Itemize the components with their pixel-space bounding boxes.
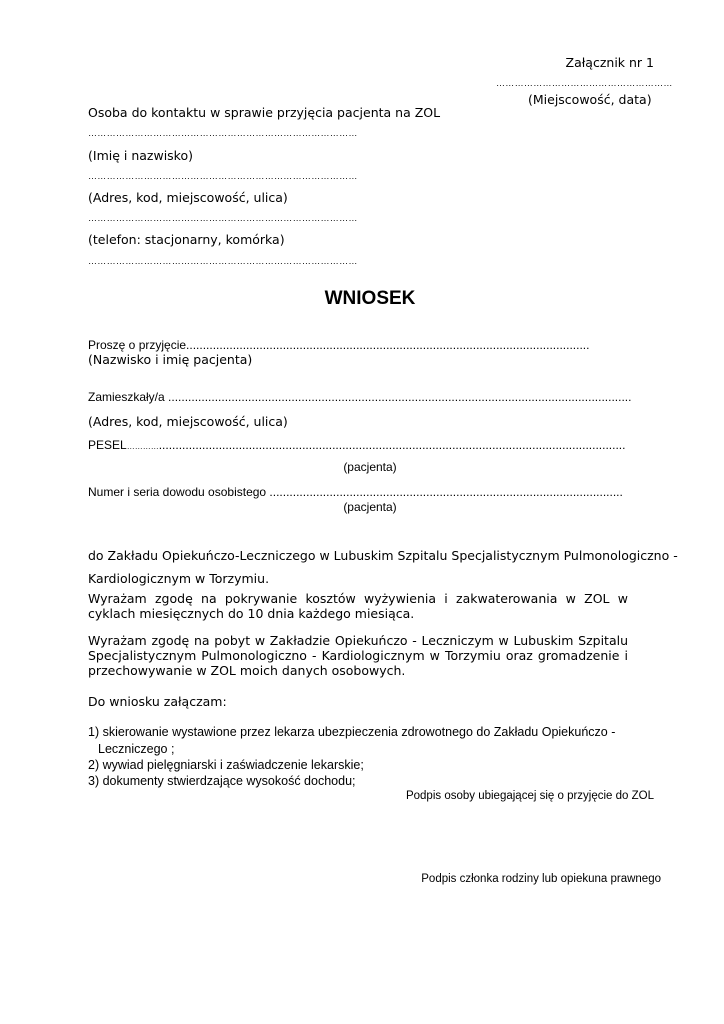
contact-name-label: (Imię i nazwisko) xyxy=(88,148,193,163)
document-title: WNIOSEK xyxy=(324,288,416,309)
place-date-label: (Miejscowość, data) xyxy=(528,92,652,107)
place-date-field[interactable]: ………………………………………………… xyxy=(496,78,673,88)
family-signature-label: Podpis członka rodziny lub opiekuna prawnego xyxy=(421,873,661,885)
attachments-heading: Do wniosku załączam: xyxy=(88,694,227,709)
pesel-sublabel: (pacjenta) xyxy=(343,460,397,474)
pesel-line[interactable] xyxy=(88,438,625,452)
id-card-sublabel: (pacjenta) xyxy=(343,500,397,514)
attachment-item-1-cont: Leczniczego ; xyxy=(98,742,175,756)
residence-line[interactable]: Zamieszkały/a ........................................................................................................................................... xyxy=(88,390,632,404)
consent-costs: Wyrażam zgodę na pokrywanie kosztów wyżywienia i zakwaterowania w ZOL w cyklach miesięcznych do 10 dnia każdego miesiąca. xyxy=(88,591,628,621)
attachment-item-2: 2) wywiad pielęgniarski i zaświadczenie lekarskie; xyxy=(88,758,364,772)
contact-phone-field[interactable]: …………………………………………………………………………… xyxy=(88,256,358,266)
contact-address-field[interactable]: …………………………………………………………………………… xyxy=(88,213,358,223)
facility-line-1: do Zakładu Opiekuńczo-Leczniczego w Lubuskim Szpitalu Specjalistycznym Pulmonologiczno - xyxy=(88,548,678,563)
attachment-item-3: 3) dokumenty stwierdzające wysokość dochodu; xyxy=(88,774,356,788)
patient-address-label: (Adres, kod, miejscowość, ulica) xyxy=(88,414,288,429)
patient-name-label: (Nazwisko i imię pacjenta) xyxy=(88,352,253,367)
attachment-item-1: 1) skierowanie wystawione przez lekarza ubezpieczenia zdrowotnego do Zakładu Opiekuńczo - xyxy=(88,725,616,739)
contact-field-1[interactable]: …………………………………………………………………………… xyxy=(88,128,358,138)
contact-phone-label: (telefon: stacjonarny, komórka) xyxy=(88,232,285,247)
consent-stay: Wyrażam zgodę na pobyt w Zakładzie Opiekuńczo - Leczniczym w Lubuskim Szpitalu Specjalistycznym Pulmonologiczno - Kardiologicznym w Torzymiu oraz gromadzenie i przechowywanie w ZOL moich danych osobowych. xyxy=(88,633,628,678)
contact-name-field[interactable]: …………………………………………………………………………… xyxy=(88,171,358,181)
applicant-signature-label: Podpis osoby ubiegającej się o przyjęcie do ZOL xyxy=(405,790,654,802)
id-card-line[interactable]: Numer i seria dowodu osobistego .......................................................................................................... xyxy=(88,485,623,499)
pesel-dots: ............................................................................................................................................ xyxy=(158,438,626,452)
facility-line-2: Kardiologicznym w Torzymiu. xyxy=(88,571,270,586)
attachment-number: Załącznik nr 1 xyxy=(565,55,654,70)
contact-address-label: (Adres, kod, miejscowość, ulica) xyxy=(88,190,288,205)
contact-heading: Osoba do kontaktu w sprawie przyjęcia pacjenta na ZOL xyxy=(88,105,441,120)
pesel-small-dots: ………… xyxy=(126,442,159,451)
pesel-label: PESEL xyxy=(88,438,127,452)
admit-request-line[interactable]: Proszę o przyjęcie......................................................................................................................... xyxy=(88,338,590,352)
